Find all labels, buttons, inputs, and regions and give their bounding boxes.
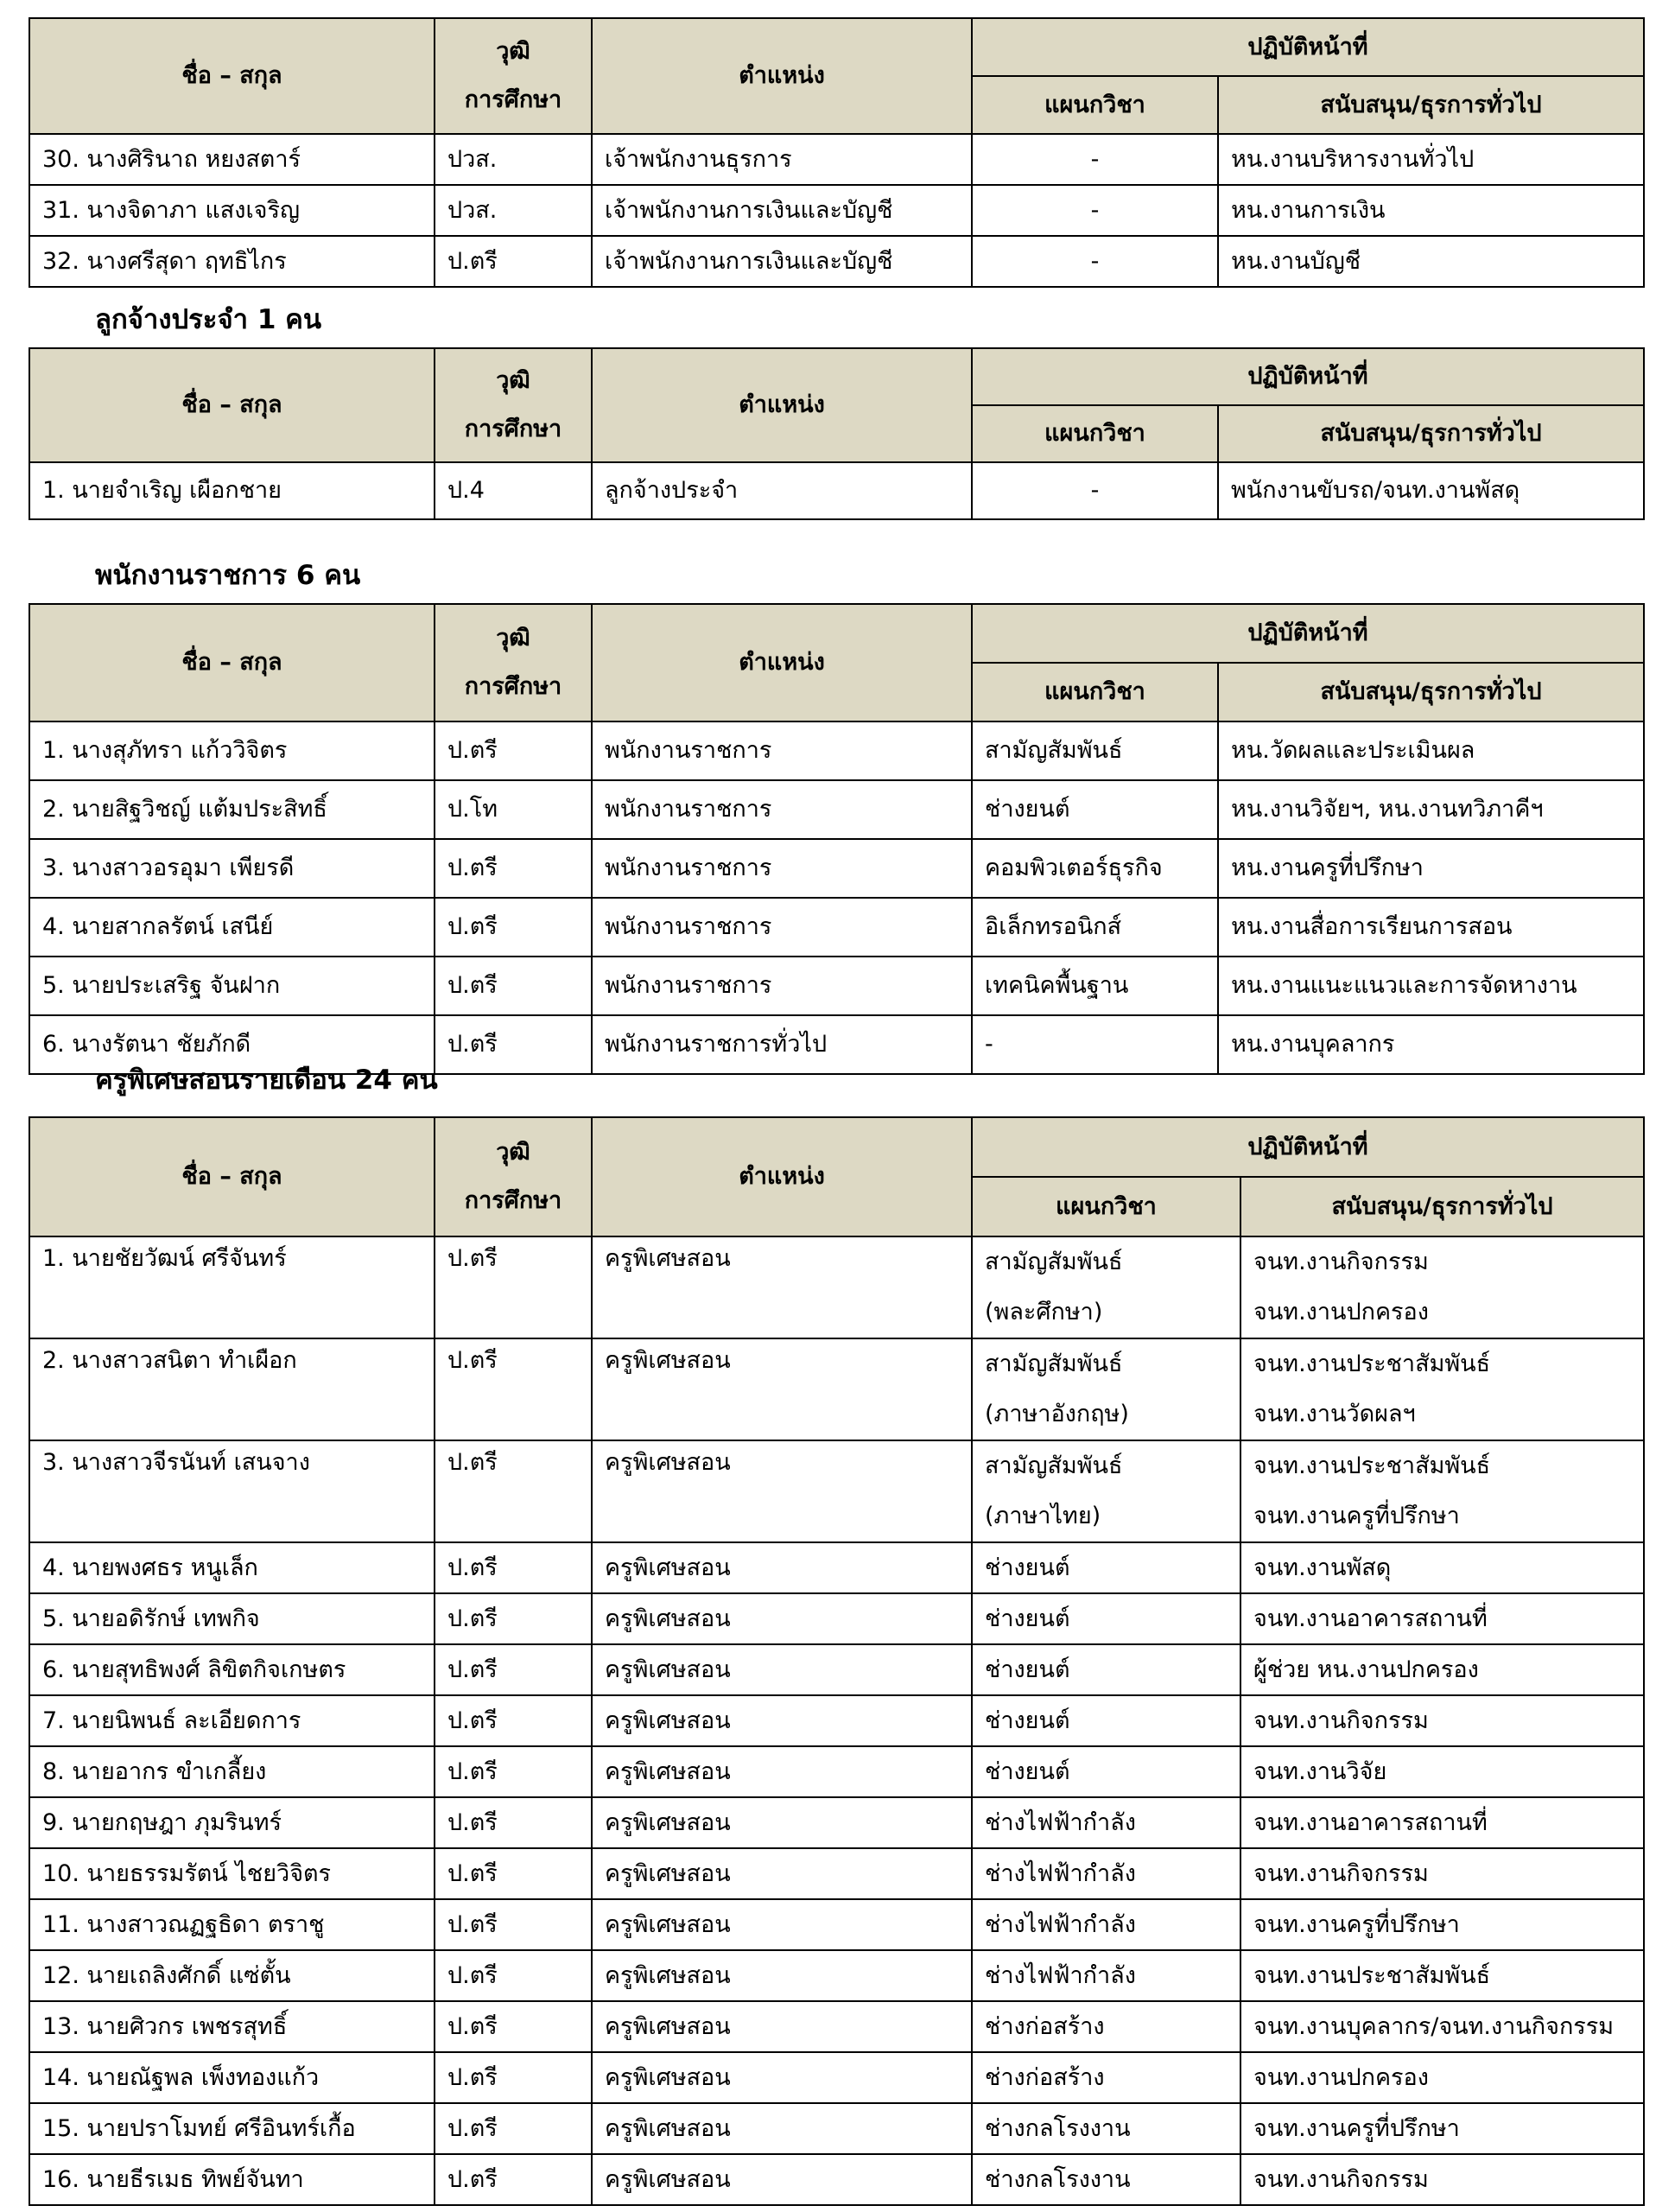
position-cell: ครูพิเศษสอน <box>592 2103 972 2154</box>
table-row <box>29 1695 1644 1746</box>
education-cell: ป.ตรี <box>435 1236 592 1338</box>
support-line: จนท.งานประชาสัมพันธ์ <box>1253 1351 1491 1377</box>
department-cell: ช่างยนต์ <box>972 1746 1240 1797</box>
support-cell: จนท.งานอาคารสถานที่ <box>1240 1797 1644 1848</box>
position-cell: ครูพิเศษสอน <box>592 1440 972 1542</box>
position-cell: ครูพิเศษสอน <box>592 1338 972 1440</box>
staff-table-employees <box>29 347 1645 520</box>
department-cell <box>972 1236 1240 1338</box>
department-cell: อิเล็กทรอนิกส์ <box>972 898 1218 957</box>
staff-name-cell: 10. นายธรรมรัตน์ ไชยวิจิตร <box>29 1848 435 1899</box>
education-cell: ป.ตรี <box>435 1593 592 1644</box>
table-row <box>29 1797 1644 1848</box>
position-cell: ครูพิเศษสอน <box>592 1848 972 1899</box>
position-cell: ครูพิเศษสอน <box>592 2052 972 2103</box>
header-position: ตำแหน่ง <box>592 1117 972 1236</box>
support-cell: จนท.งานกิจกรรม <box>1240 2154 1644 2205</box>
department-cell: - <box>972 134 1218 185</box>
department-line: สามัญสัมพันธ์ <box>985 1452 1123 1479</box>
staff-name-cell: 16. นายธีรเมธ ทิพย์จันทา <box>29 2154 435 2205</box>
position-cell: ครูพิเศษสอน <box>592 1797 972 1848</box>
department-cell: ช่างยนต์ <box>972 1644 1240 1695</box>
department-cell: ช่างยนต์ <box>972 780 1218 839</box>
staff-name-cell: 2. นายสิฐวิชญ์ แต้มประสิทธิ์ <box>29 780 435 839</box>
support-cell: หน.งานสื่อการเรียนการสอน <box>1218 898 1644 957</box>
department-line: สามัญสัมพันธ์ <box>985 1351 1123 1377</box>
department-cell: ช่างก่อสร้าง <box>972 2001 1240 2052</box>
position-cell: พนักงานราชการ <box>592 839 972 898</box>
position-cell: พนักงานราชการ <box>592 898 972 957</box>
department-cell <box>972 1338 1240 1440</box>
staff-name-cell: 11. นางสาวณฏฐธิดา ตราชู <box>29 1899 435 1950</box>
education-cell: ป.ตรี <box>435 957 592 1015</box>
education-cell: ป.ตรี <box>435 1338 592 1440</box>
header-duty: ปฏิบัติหน้าที่ <box>972 18 1644 76</box>
table-row <box>29 780 1644 839</box>
support-line: จนท.งานกิจกรรม <box>1253 1249 1429 1275</box>
support-line: จนท.งานประชาสัมพันธ์ <box>1253 1452 1491 1479</box>
position-cell: พนักงานราชการ <box>592 721 972 780</box>
staff-table-special-teachers <box>29 1116 1645 2206</box>
header-education: วุฒิ การศึกษา <box>435 18 592 134</box>
department-line: (ภาษาอังกฤษ) <box>985 1401 1129 1427</box>
support-cell: หน.งานบุคลากร <box>1218 1015 1644 1074</box>
department-cell: - <box>972 1015 1218 1074</box>
staff-name-cell: 14. นายณัฐพล เพ็งทองแก้ว <box>29 2052 435 2103</box>
support-cell <box>1240 1236 1644 1338</box>
support-line: จนท.งานปกครอง <box>1253 1299 1429 1325</box>
position-cell: พนักงานราชการ <box>592 957 972 1015</box>
position-cell: ครูพิเศษสอน <box>592 1236 972 1338</box>
header-education: วุฒิ การศึกษา <box>435 1117 592 1236</box>
education-cell: ป.ตรี <box>435 2154 592 2205</box>
education-cell: ป.ตรี <box>435 1015 592 1074</box>
table-row <box>29 721 1644 780</box>
department-cell: ช่างกลโรงงาน <box>972 2154 1240 2205</box>
staff-name-cell: 6. นายสุทธิพงศ์ ลิขิตกิจเกษตร <box>29 1644 435 1695</box>
position-cell: พนักงานราชการ <box>592 780 972 839</box>
staff-name-cell: 4. นายสากลรัตน์ เสนีย์ <box>29 898 435 957</box>
position-cell: ครูพิเศษสอน <box>592 1644 972 1695</box>
section-title-civil-servants: พนักงานราชการ 6 คน <box>95 560 361 591</box>
position-cell: ครูพิเศษสอน <box>592 1695 972 1746</box>
position-cell: ครูพิเศษสอน <box>592 1593 972 1644</box>
education-cell: ป.ตรี <box>435 1440 592 1542</box>
support-cell: จนท.งานอาคารสถานที่ <box>1240 1593 1644 1644</box>
staff-name-cell: 12. นายเถลิงศักดิ์ แซ่ตั้น <box>29 1950 435 2001</box>
department-cell: - <box>972 185 1218 236</box>
support-cell: จนท.งานกิจกรรม <box>1240 1695 1644 1746</box>
table-row <box>29 2001 1644 2052</box>
section-title-employees: ลูกจ้างประจำ 1 คน <box>95 304 322 335</box>
education-cell: ป.ตรี <box>435 1848 592 1899</box>
table-row <box>29 898 1644 957</box>
education-cell: ป.ตรี <box>435 1695 592 1746</box>
education-cell: ป.ตรี <box>435 1899 592 1950</box>
table-row <box>29 1644 1644 1695</box>
support-cell: จนท.งานวิจัย <box>1240 1746 1644 1797</box>
table-row <box>29 1542 1644 1593</box>
support-cell: จนท.งานครูที่ปรึกษา <box>1240 1899 1644 1950</box>
support-cell: จนท.งานประชาสัมพันธ์ <box>1240 1950 1644 2001</box>
support-cell: หน.งานวิจัยฯ, หน.งานทวิภาคีฯ <box>1218 780 1644 839</box>
staff-table-admin <box>29 17 1645 288</box>
position-cell: พนักงานราชการทั่วไป <box>592 1015 972 1074</box>
department-cell: ช่างไฟฟ้ากำลัง <box>972 1950 1240 2001</box>
staff-name-cell: 7. นายนิพนธ์ ละเอียดการ <box>29 1695 435 1746</box>
header-duty: ปฏิบัติหน้าที่ <box>972 604 1644 663</box>
table-row <box>29 185 1644 236</box>
department-cell: คอมพิวเตอร์ธุรกิจ <box>972 839 1218 898</box>
staff-name-cell: 32. นางศรีสุดา ฤทธิไกร <box>29 236 435 287</box>
header-support: สนับสนุน/ธุรการทั่วไป <box>1240 1177 1644 1236</box>
education-cell: ป.4 <box>435 462 592 519</box>
department-cell: ช่างก่อสร้าง <box>972 2052 1240 2103</box>
support-cell: หน.งานการเงิน <box>1218 185 1644 236</box>
table-row <box>29 1236 1644 1338</box>
header-education: วุฒิ การศึกษา <box>435 348 592 462</box>
staff-name-cell: 1. นายชัยวัฒน์ ศรีจันทร์ <box>29 1236 435 1338</box>
support-cell: พนักงานขับรถ/จนท.งานพัสดุ <box>1218 462 1644 519</box>
table-row <box>29 1848 1644 1899</box>
header-support: สนับสนุน/ธุรการทั่วไป <box>1218 663 1644 721</box>
position-cell: เจ้าพนักงานธุรการ <box>592 134 972 185</box>
header-name: ชื่อ – สกุล <box>29 1117 435 1236</box>
education-cell: ป.ตรี <box>435 236 592 287</box>
department-cell: - <box>972 462 1218 519</box>
table-row <box>29 957 1644 1015</box>
header-education: วุฒิ การศึกษา <box>435 604 592 721</box>
position-cell: ครูพิเศษสอน <box>592 1542 972 1593</box>
staff-name-cell: 5. นายประเสริฐ จันฝาก <box>29 957 435 1015</box>
department-cell: - <box>972 236 1218 287</box>
department-line: สามัญสัมพันธ์ <box>985 1249 1123 1275</box>
header-support: สนับสนุน/ธุรการทั่วไป <box>1218 405 1644 462</box>
support-cell: หน.งานบัญชี <box>1218 236 1644 287</box>
education-cell: ป.ตรี <box>435 1542 592 1593</box>
header-support: สนับสนุน/ธุรการทั่วไป <box>1218 76 1644 134</box>
department-cell <box>972 1440 1240 1542</box>
table-row <box>29 1746 1644 1797</box>
department-cell: ช่างยนต์ <box>972 1695 1240 1746</box>
staff-name-cell: 15. นายปราโมทย์ ศรีอินทร์เกื้อ <box>29 2103 435 2154</box>
education-cell: ปวส. <box>435 185 592 236</box>
department-cell: ช่างไฟฟ้ากำลัง <box>972 1797 1240 1848</box>
education-cell: ป.ตรี <box>435 1797 592 1848</box>
staff-name-cell: 1. นายจำเริญ เผือกชาย <box>29 462 435 519</box>
department-cell: ช่างไฟฟ้ากำลัง <box>972 1899 1240 1950</box>
header-position: ตำแหน่ง <box>592 604 972 721</box>
department-cell: ช่างกลโรงงาน <box>972 2103 1240 2154</box>
table-row <box>29 2052 1644 2103</box>
position-cell: ครูพิเศษสอน <box>592 2154 972 2205</box>
header-position: ตำแหน่ง <box>592 348 972 462</box>
header-department: แผนกวิชา <box>972 76 1218 134</box>
header-department: แผนกวิชา <box>972 1177 1240 1236</box>
header-name: ชื่อ – สกุล <box>29 348 435 462</box>
education-cell: ป.ตรี <box>435 2001 592 2052</box>
support-cell: หน.วัดผลและประเมินผล <box>1218 721 1644 780</box>
education-cell: ป.ตรี <box>435 1746 592 1797</box>
staff-name-cell: 6. นางรัตนา ชัยภักดี <box>29 1015 435 1074</box>
position-cell: เจ้าพนักงานการเงินและบัญชี <box>592 185 972 236</box>
support-cell: หน.งานบริหารงานทั่วไป <box>1218 134 1644 185</box>
staff-name-cell: 13. นายศิวกร เพชรสุทธิ์ <box>29 2001 435 2052</box>
support-cell <box>1240 1440 1644 1542</box>
table-row <box>29 462 1644 519</box>
header-name: ชื่อ – สกุล <box>29 604 435 721</box>
support-cell: จนท.งานครูที่ปรึกษา <box>1240 2103 1644 2154</box>
support-cell: จนท.งานปกครอง <box>1240 2052 1644 2103</box>
table-row <box>29 1440 1644 1542</box>
support-cell: จนท.งานบุคลากร/จนท.งานกิจกรรม <box>1240 2001 1644 2052</box>
education-cell: ป.ตรี <box>435 839 592 898</box>
department-line: (พละศึกษา) <box>985 1299 1103 1325</box>
position-cell: ลูกจ้างประจำ <box>592 462 972 519</box>
table-row <box>29 2103 1644 2154</box>
staff-name-cell: 2. นางสาวสนิตา ทำเผือก <box>29 1338 435 1440</box>
support-cell <box>1240 1338 1644 1440</box>
staff-name-cell: 1. นางสุภัทรา แก้ววิจิตร <box>29 721 435 780</box>
support-cell: หน.งานแนะแนวและการจัดหางาน <box>1218 957 1644 1015</box>
table-row <box>29 1950 1644 2001</box>
education-cell: ป.ตรี <box>435 1950 592 2001</box>
support-cell: จนท.งานกิจกรรม <box>1240 1848 1644 1899</box>
header-position: ตำแหน่ง <box>592 18 972 134</box>
header-name: ชื่อ – สกุล <box>29 18 435 134</box>
staff-name-cell: 4. นายพงศธร หนูเล็ก <box>29 1542 435 1593</box>
support-cell: หน.งานครูที่ปรึกษา <box>1218 839 1644 898</box>
header-department: แผนกวิชา <box>972 663 1218 721</box>
table-row <box>29 2154 1644 2205</box>
table-row <box>29 839 1644 898</box>
department-cell: ช่างยนต์ <box>972 1542 1240 1593</box>
support-line: จนท.งานครูที่ปรึกษา <box>1253 1503 1460 1529</box>
table-row <box>29 236 1644 287</box>
support-cell: ผู้ช่วย หน.งานปกครอง <box>1240 1644 1644 1695</box>
staff-name-cell: 9. นายกฤษฎา ภุมรินทร์ <box>29 1797 435 1848</box>
staff-name-cell: 3. นางสาวจีรนันท์ เสนจาง <box>29 1440 435 1542</box>
position-cell: ครูพิเศษสอน <box>592 1899 972 1950</box>
position-cell: ครูพิเศษสอน <box>592 1950 972 2001</box>
education-cell: ป.โท <box>435 780 592 839</box>
section-title-special-teachers: ครูพิเศษสอนรายเดือน 24 คน <box>95 1065 438 1096</box>
staff-name-cell: 5. นายอดิรักษ์ เทพกิจ <box>29 1593 435 1644</box>
position-cell: ครูพิเศษสอน <box>592 2001 972 2052</box>
staff-table-civil-servants <box>29 603 1645 1075</box>
support-cell: จนท.งานพัสดุ <box>1240 1542 1644 1593</box>
staff-name-cell: 30. นางศิรินาถ หยงสตาร์ <box>29 134 435 185</box>
education-cell: ป.ตรี <box>435 2052 592 2103</box>
header-duty: ปฏิบัติหน้าที่ <box>972 1117 1644 1177</box>
table-row <box>29 1593 1644 1644</box>
staff-name-cell: 8. นายอากร ขำเกลี้ยง <box>29 1746 435 1797</box>
header-duty: ปฏิบัติหน้าที่ <box>972 348 1644 405</box>
table-row <box>29 134 1644 185</box>
department-line: (ภาษาไทย) <box>985 1503 1101 1529</box>
staff-name-cell: 3. นางสาวอรอุมา เพียรดี <box>29 839 435 898</box>
education-cell: ป.ตรี <box>435 898 592 957</box>
education-cell: ปวส. <box>435 134 592 185</box>
department-cell: ช่างยนต์ <box>972 1593 1240 1644</box>
position-cell: เจ้าพนักงานการเงินและบัญชี <box>592 236 972 287</box>
department-cell: ช่างไฟฟ้ากำลัง <box>972 1848 1240 1899</box>
table-row <box>29 1899 1644 1950</box>
education-cell: ป.ตรี <box>435 2103 592 2154</box>
education-cell: ป.ตรี <box>435 1644 592 1695</box>
department-cell: เทคนิคพื้นฐาน <box>972 957 1218 1015</box>
table-row <box>29 1338 1644 1440</box>
staff-name-cell: 31. นางจิดาภา แสงเจริญ <box>29 185 435 236</box>
education-cell: ป.ตรี <box>435 721 592 780</box>
position-cell: ครูพิเศษสอน <box>592 1746 972 1797</box>
department-cell: สามัญสัมพันธ์ <box>972 721 1218 780</box>
support-line: จนท.งานวัดผลฯ <box>1253 1401 1416 1427</box>
header-department: แผนกวิชา <box>972 405 1218 462</box>
